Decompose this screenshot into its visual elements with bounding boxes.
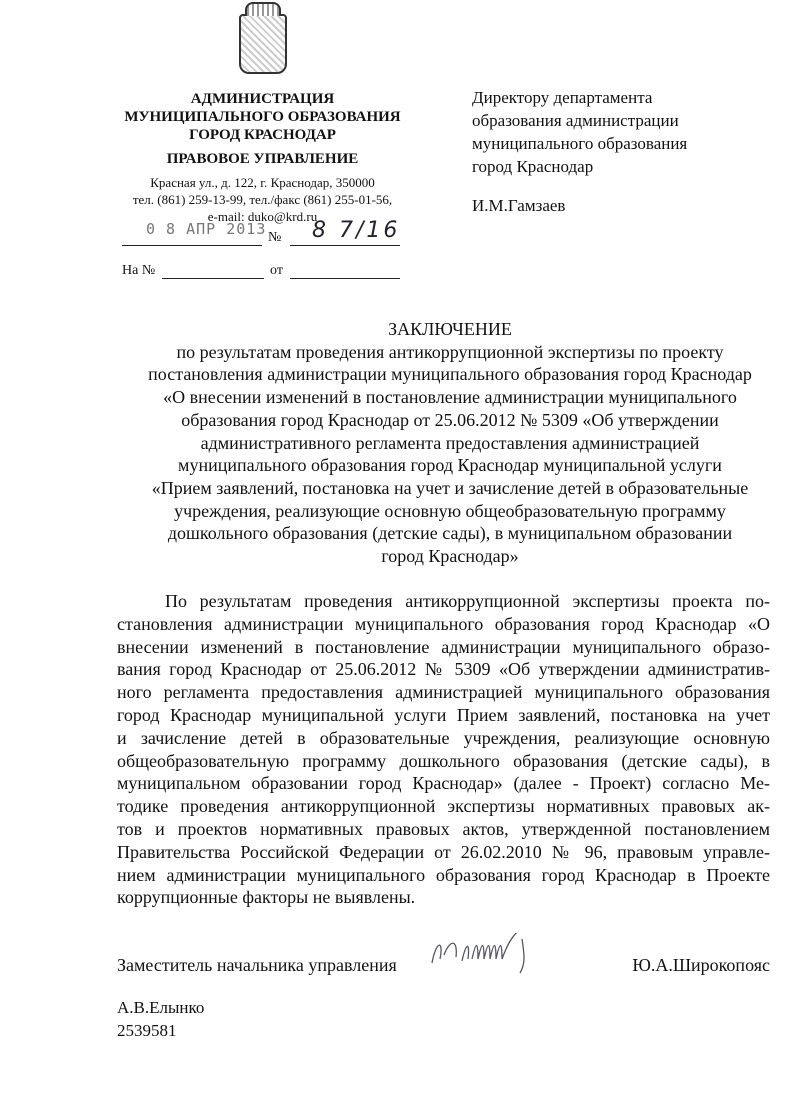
addressee-block — [472, 86, 687, 217]
body-line: нием администрации муниципального образования город Краснодар в Проекте — [117, 864, 770, 885]
document-body — [117, 590, 770, 909]
phone-line: тел. (861) 259-13-99, тел./факс (861) 255-01-56, — [132, 192, 393, 207]
body-line: коррупционные факторы не выявлены. — [117, 887, 416, 908]
body-line: общеобразовательную программу дошкольного образования (детские сады), в — [117, 750, 770, 771]
org-line: ГОРОД КРАСНОДАР — [189, 127, 336, 143]
addressee-line: муниципального образования — [472, 134, 688, 153]
executor-phone: 2539581 — [117, 1021, 177, 1040]
title-line: муниципального образования город Краснодар муниципальной услуги — [178, 455, 722, 476]
body-line: ного регламента предоставления администрацией муниципального образования — [117, 682, 770, 703]
addressee-line: образования администрации — [472, 111, 679, 130]
signature-block — [117, 955, 770, 976]
date-stamp: 0 8 АПР 2013 — [146, 220, 267, 238]
title-line: по результатам проведения антикоррупционной экспертизы по проекту — [176, 341, 724, 362]
executor-block — [117, 996, 204, 1042]
handwritten-signature — [422, 933, 582, 975]
department-name: ПРАВОВОЕ УПРАВЛЕНИЕ — [166, 151, 359, 167]
org-line: МУНИЦИПАЛЬНОГО ОБРАЗОВАНИЯ — [124, 109, 401, 125]
title-line: «Прием заявлений, постановка на учет и зачисление детей в образовательные — [151, 477, 749, 498]
addressee-name: И.М.Гамзаев — [472, 196, 566, 215]
ref-underline — [162, 278, 264, 279]
ref-label: На № — [122, 263, 156, 278]
ref-from-label: от — [270, 263, 283, 278]
title-line: «О внесении изменений в постановление администрации муниципального — [163, 387, 737, 408]
number-underline — [290, 245, 400, 246]
date-underline — [122, 245, 262, 246]
title-line: постановления администрации муниципального образования город Краснодар — [148, 364, 752, 385]
organization-name — [110, 90, 415, 144]
body-line: тов и проектов нормативных правовых актов, утвержденной постановлением — [117, 818, 770, 839]
signer-name: Ю.А.Широкопояс — [632, 955, 770, 975]
body-line: и зачисление детей в образовательные учреждения, реализующие основную — [117, 727, 770, 748]
body-line: муниципальном образовании город Краснодар» (далее - Проект) согласно Ме- — [117, 773, 770, 794]
email-line: e-mail: duko@krd.ru — [207, 209, 318, 224]
title-heading: ЗАКЛЮЧЕНИЕ — [388, 319, 512, 339]
addressee-line: город Краснодар — [472, 157, 594, 176]
signer-position: Заместитель начальника управления — [117, 955, 397, 975]
title-line: образования город Краснодар от 25.06.2012 № 5309 «Об утверждении — [181, 409, 719, 430]
letterhead — [110, 14, 415, 225]
body-line: внесении изменений в постановление администрации муниципального образо- — [117, 636, 770, 657]
document-title — [115, 318, 785, 568]
title-line: город Краснодар» — [381, 546, 519, 567]
body-line: тодике проведения антикоррупционной экспертизы нормативных правовых ак- — [117, 796, 770, 817]
title-line: учреждения, реализующие основную общеобразовательную программу — [174, 500, 726, 521]
address-line: Красная ул., д. 122, г. Краснодар, 350000 — [150, 175, 375, 190]
body-line: город Краснодар муниципальной услуги Прием заявлений, постановка на учет — [117, 704, 770, 725]
executor-name: А.В.Елынко — [117, 998, 205, 1017]
registration-number: 8 7/16 — [312, 218, 401, 243]
body-line: По результатам проведения антикоррупционной экспертизы проекта по- — [165, 591, 770, 611]
title-line: дошкольного образования (детские сады), в муниципальном образовании — [167, 523, 733, 544]
addressee-line: Директору департамента — [472, 88, 653, 107]
title-subtitle — [115, 341, 785, 568]
org-line: АДМИНИСТРАЦИЯ — [190, 91, 335, 107]
body-line: становления администрации муниципального образования город Краснодар «О — [117, 613, 770, 634]
number-label: № — [268, 230, 282, 245]
body-line: Правительства Российской Федерации от 26.02.2010 № 96, правовым управле- — [117, 841, 770, 862]
body-line: вания город Краснодар от 25.06.2012 № 5309 «Об утверждении административ- — [117, 659, 770, 680]
coat-of-arms-emblem — [239, 14, 287, 74]
ref-date-underline — [290, 278, 400, 279]
title-line: административного регламента предоставления администрацией — [200, 432, 700, 453]
